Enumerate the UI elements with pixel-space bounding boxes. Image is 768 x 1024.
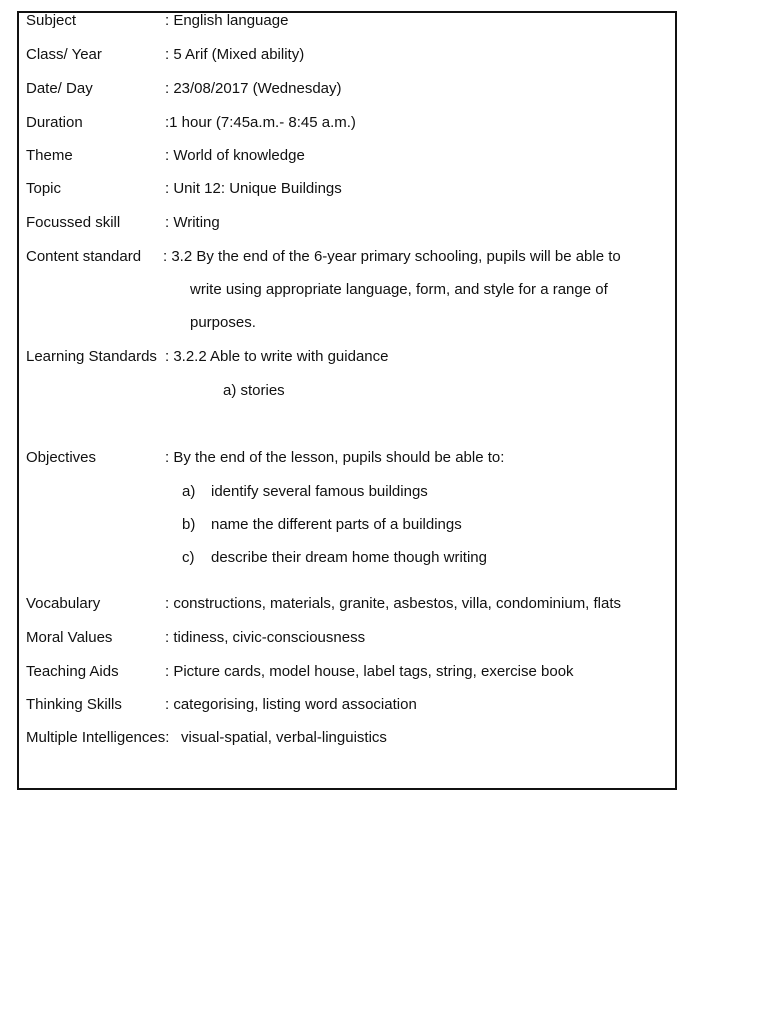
multiple-intelligences-label: Multiple Intelligences: <box>26 729 170 746</box>
learning-standards-value: : 3.2.2 Able to write with guidance <box>165 348 389 365</box>
moral-values-label: Moral Values <box>26 629 113 646</box>
objectives-label: Objectives <box>26 449 97 466</box>
topic-value: : Unit 12: Unique Buildings <box>165 180 342 197</box>
content-standard-value-line3: purposes. <box>190 314 256 331</box>
topic-label: Topic <box>26 180 62 197</box>
moral-values-value: : tidiness, civic-consciousness <box>165 629 366 646</box>
content-standard-value-line1: : 3.2 By the end of the 6-year primary schooling, pupils will be able to <box>163 248 621 265</box>
objective-marker: c) <box>182 549 195 566</box>
focussed-skill-value: : Writing <box>165 214 220 231</box>
theme-label: Theme <box>26 147 73 164</box>
content-standard-label: Content standard <box>26 248 142 265</box>
vocabulary-value: : constructions, materials, granite, asbestos, villa, condominium, flats <box>165 595 622 612</box>
duration-value: :1 hour (7:45a.m.- 8:45 a.m.) <box>165 114 356 131</box>
thinking-skills-value: : categorising, listing word association <box>165 696 417 713</box>
class-year-label: Class/ Year <box>26 46 102 63</box>
objective-marker: a) <box>182 483 196 500</box>
learning-standards-sub-item: a) stories <box>223 382 285 399</box>
teaching-aids-label: Teaching Aids <box>26 663 119 680</box>
objective-marker: b) <box>182 516 196 533</box>
objective-item: identify several famous buildings <box>211 483 428 500</box>
thinking-skills-label: Thinking Skills <box>26 696 122 713</box>
subject-value: : English language <box>165 12 289 29</box>
objective-item: name the different parts of a buildings <box>211 516 462 533</box>
teaching-aids-value: : Picture cards, model house, label tags, string, exercise book <box>165 663 574 680</box>
objectives-intro: : By the end of the lesson, pupils should be able to: <box>165 449 505 466</box>
focussed-skill-label: Focussed skill <box>26 214 121 231</box>
objective-item: describe their dream home though writing <box>211 549 487 566</box>
class-year-value: : 5 Arif (Mixed ability) <box>165 46 305 63</box>
learning-standards-label: Learning Standards <box>26 348 157 365</box>
duration-label: Duration <box>26 114 83 131</box>
subject-label: Subject <box>26 12 77 29</box>
content-standard-value-line2: write using appropriate language, form, and style for a range of <box>190 281 608 298</box>
vocabulary-label: Vocabulary <box>26 595 101 612</box>
date-day-label: Date/ Day <box>26 80 93 97</box>
date-day-value: : 23/08/2017 (Wednesday) <box>165 80 342 97</box>
theme-value: : World of knowledge <box>165 147 305 164</box>
multiple-intelligences-value: visual-spatial, verbal-linguistics <box>181 729 387 746</box>
